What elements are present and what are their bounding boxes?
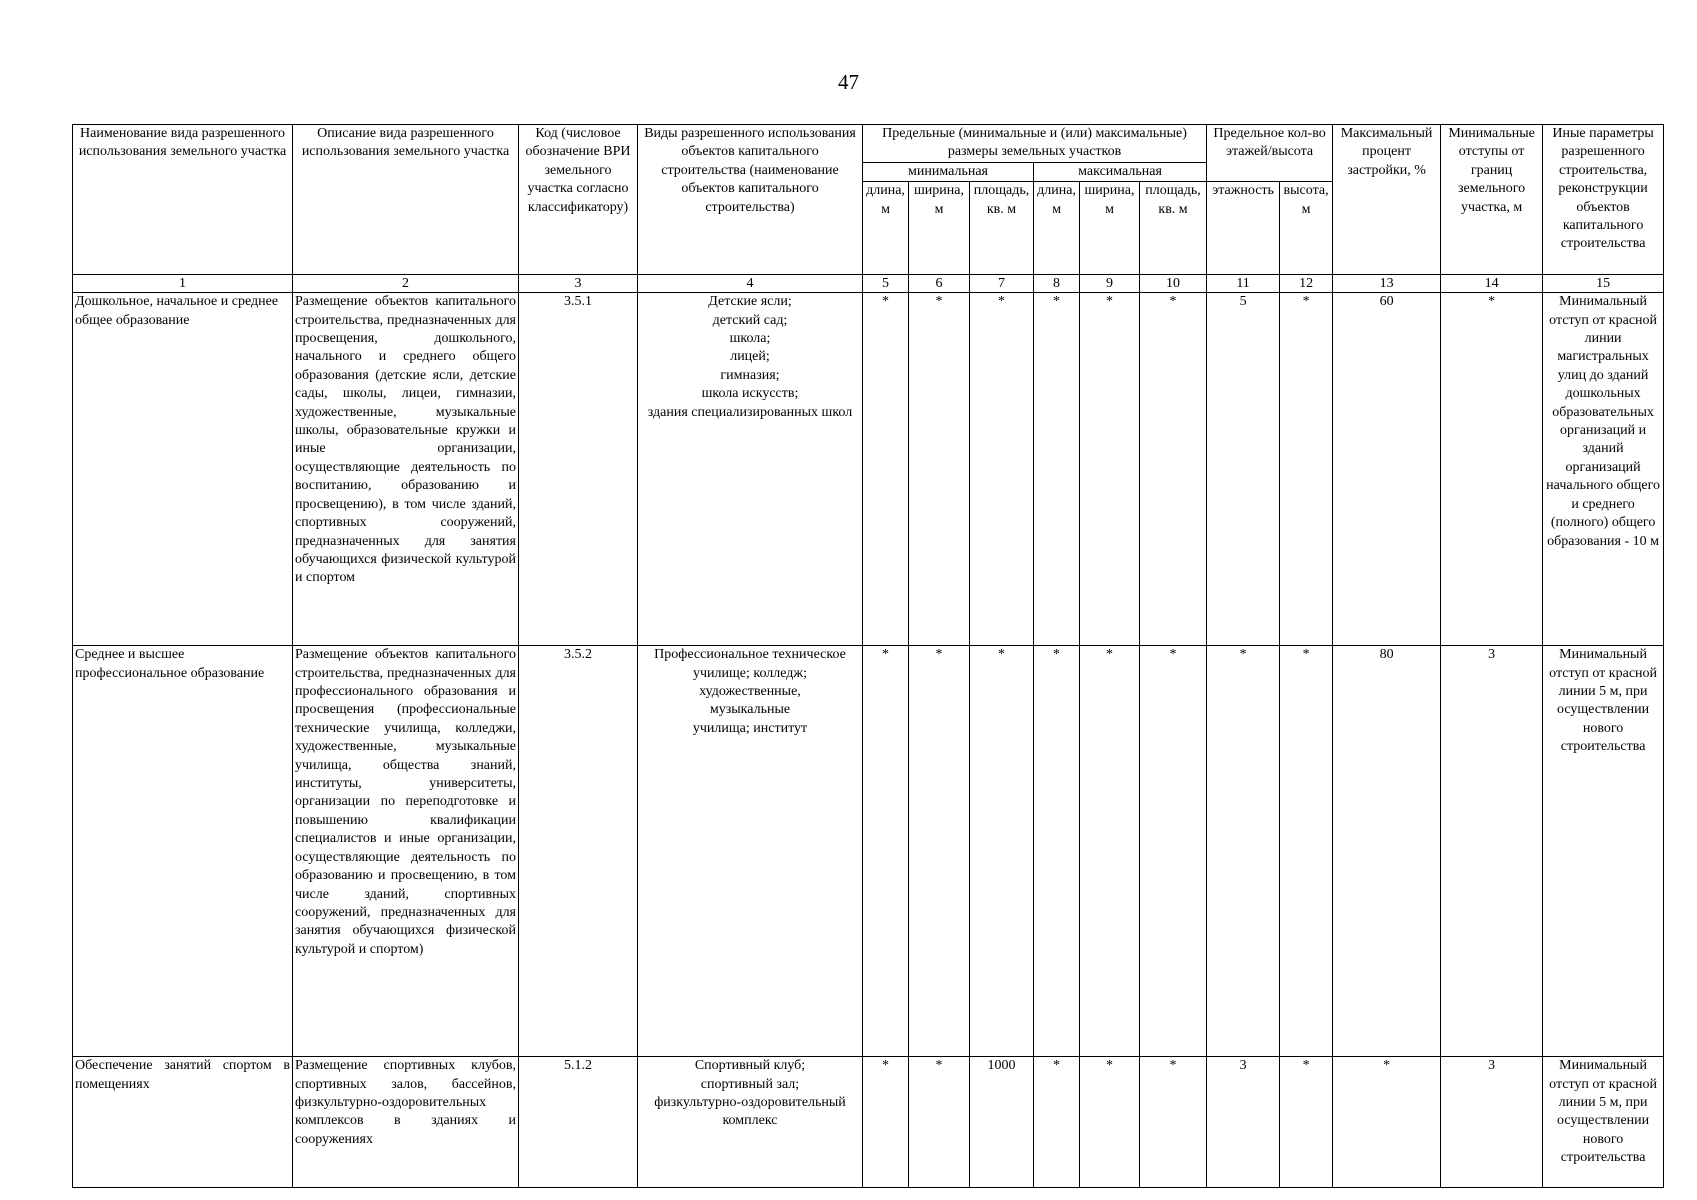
table-row [73, 1057, 1664, 1188]
page-number: 47 [838, 70, 859, 94]
column-number: 2 [293, 275, 519, 293]
floors: * [1207, 646, 1280, 1057]
max-width: * [1080, 646, 1140, 1057]
max-width: * [1080, 293, 1140, 646]
min-area: 1000 [970, 1057, 1034, 1188]
column-number: 12 [1280, 275, 1333, 293]
header-min-length: длина, м [863, 182, 909, 275]
column-number: 11 [1207, 275, 1280, 293]
max-percent: 80 [1333, 646, 1441, 1057]
building-types: Профессиональное техническое училище; колледж; художественные, музыкальные училища; институт [638, 646, 863, 1057]
header-min-area: площадь, кв. м [970, 182, 1034, 275]
land-use-name: Среднее и высшее профессиональное образование [73, 646, 293, 1057]
max-length: * [1034, 646, 1080, 1057]
other-params: Минимальный отступ от красной линии 5 м, при осуществлении нового строительства [1543, 1057, 1664, 1188]
land-use-code: 3.5.2 [519, 646, 638, 1057]
height: * [1280, 646, 1333, 1057]
header-land-use-name: Наименование вида разрешенного использования земельного участка [73, 125, 293, 275]
column-number: 13 [1333, 275, 1441, 293]
header-height: высота, м [1280, 182, 1333, 275]
building-types: Детские ясли; детский сад; школа; лицей; гимназия; школа искусств; здания специализированных школ [638, 293, 863, 646]
land-use-name: Дошкольное, начальное и среднее общее образование [73, 293, 293, 646]
max-width: * [1080, 1057, 1140, 1188]
header-floors: этажность [1207, 182, 1280, 275]
max-area: * [1140, 293, 1207, 646]
max-area: * [1140, 646, 1207, 1057]
other-params: Минимальный отступ от красной линии 5 м, при осуществлении нового строительства [1543, 646, 1664, 1057]
floors: 5 [1207, 293, 1280, 646]
min-width: * [909, 1057, 970, 1188]
min-area: * [970, 293, 1034, 646]
header-other-params: Иные параметры разрешенного строительства, реконструкции объектов капитального строительства [1543, 125, 1664, 275]
header-land-use-description: Описание вида разрешенного использования земельного участка [293, 125, 519, 275]
min-setback: 3 [1441, 646, 1543, 1057]
max-percent: * [1333, 1057, 1441, 1188]
height: * [1280, 293, 1333, 646]
land-use-code: 5.1.2 [519, 1057, 638, 1188]
min-width: * [909, 646, 970, 1057]
min-setback: * [1441, 293, 1543, 646]
max-length: * [1034, 293, 1080, 646]
header-maximum: максимальная [1034, 162, 1207, 181]
header-min-width: ширина, м [909, 182, 970, 275]
min-length: * [863, 646, 909, 1057]
column-number: 10 [1140, 275, 1207, 293]
min-length: * [863, 1057, 909, 1188]
header-plot-sizes-group: Предельные (минимальные и (или) максимальные) размеры земельных участков [863, 125, 1207, 163]
header-code: Код (числовое обозначение ВРИ земельного участка согласно классификатору) [519, 125, 638, 275]
header-building-types: Виды разрешенного использования объектов капитального строительства (наименование объектов капитального строительства) [638, 125, 863, 275]
max-percent: 60 [1333, 293, 1441, 646]
header-minimum: минимальная [863, 162, 1034, 181]
land-use-description: Размещение объектов капитального строительства, предназначенных для профессионального образования и просвещения (профессиональные технические училища, колледжи, художественные, музыкальные училища, общества знаний, институты, университеты, организации по переподготовке и повышению квалификации специалистов и иные организации, осуществляющие деятельность по образованию и просвещению, в том числе зданий, спортивных сооружений, предназначенных для занятия обучающихся физической культурой и спортом) [293, 646, 519, 1057]
column-number: 15 [1543, 275, 1664, 293]
table-row [73, 293, 1664, 646]
zoning-parameters-table [72, 124, 1664, 1188]
min-length: * [863, 293, 909, 646]
max-length: * [1034, 1057, 1080, 1188]
header-max-width: ширина, м [1080, 182, 1140, 275]
header-max-percent: Максимальный процент застройки, % [1333, 125, 1441, 275]
header-max-area: площадь, кв. м [1140, 182, 1207, 275]
min-setback: 3 [1441, 1057, 1543, 1188]
column-number: 9 [1080, 275, 1140, 293]
header-floors-group: Предельное кол-во этажей/высота [1207, 125, 1333, 182]
column-number: 4 [638, 275, 863, 293]
table-row [73, 646, 1664, 1057]
column-number: 8 [1034, 275, 1080, 293]
land-use-name: Обеспечение занятий спортом в помещениях [73, 1057, 293, 1188]
column-number-row [73, 275, 1664, 293]
min-area: * [970, 646, 1034, 1057]
floors: 3 [1207, 1057, 1280, 1188]
min-width: * [909, 293, 970, 646]
column-number: 7 [970, 275, 1034, 293]
building-types: Спортивный клуб; спортивный зал; физкультурно-оздоровительный комплекс [638, 1057, 863, 1188]
column-number: 3 [519, 275, 638, 293]
max-area: * [1140, 1057, 1207, 1188]
land-use-description: Размещение объектов капитального строительства, предназначенных для просвещения, дошкольного, начального и среднего общего образования (детские ясли, детские сады, школы, лицеи, гимназии, художественные, музыкальные школы, образовательные кружки и иные организации, осуществляющие деятельность по воспитанию, образованию и просвещению), в том числе зданий, спортивных сооружений, предназначенных для занятия обучающихся физической культурой и спортом [293, 293, 519, 646]
other-params: Минимальный отступ от красной линии магистральных улиц до зданий дошкольных образовательных организаций и зданий организаций начального общего и среднего (полного) общего образования - 10 м [1543, 293, 1664, 646]
land-use-description: Размещение спортивных клубов, спортивных залов, бассейнов, физкультурно-оздоровительных комплексов в зданиях и сооружениях [293, 1057, 519, 1188]
land-use-code: 3.5.1 [519, 293, 638, 646]
column-number: 5 [863, 275, 909, 293]
header-max-length: длина, м [1034, 182, 1080, 275]
header-min-setback: Минимальные отступы от границ земельного участка, м [1441, 125, 1543, 275]
column-number: 6 [909, 275, 970, 293]
column-number: 1 [73, 275, 293, 293]
column-number: 14 [1441, 275, 1543, 293]
height: * [1280, 1057, 1333, 1188]
